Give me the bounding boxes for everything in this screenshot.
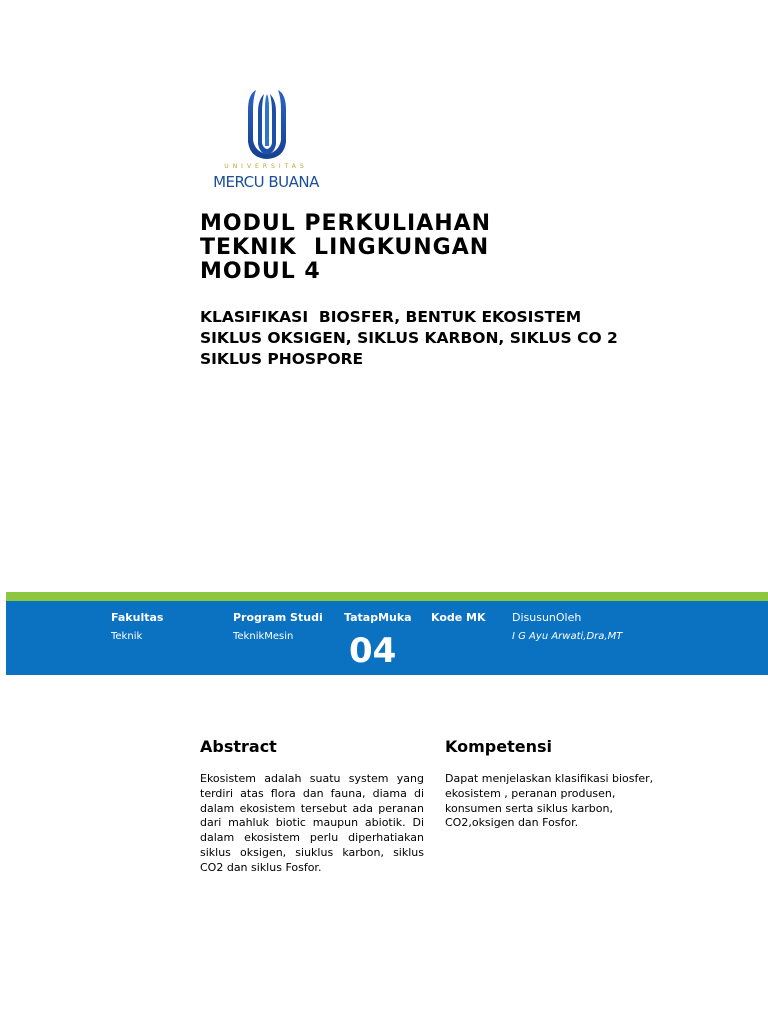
kompetensi-line: CO2,oksigen dan Fosfor.	[445, 816, 579, 830]
title-line: MODUL PERKULIAHAN	[200, 211, 492, 236]
abstract-text: Ekosistem adalah suatu system yang terdiri atas flora dan fauna, diama di dalam ekosistem tersebut ada peranan dari mahluk biotic maupun abiotik. Di dalam ekosistem perlu diperhatiakan siklus oksigen, siuklus karbon, siklus CO2 dan siklus Fosfor.	[200, 772, 424, 874]
university-logo	[200, 88, 336, 194]
title-line: TEKNIK LINGKUNGAN	[200, 235, 490, 260]
kompetensi-line: konsumen serta siklus karbon,	[445, 801, 613, 815]
module-subtitle	[200, 307, 618, 370]
logo-universitas-text: UNIVERSITAS	[224, 163, 308, 170]
fakultas-label: Fakultas	[111, 611, 164, 624]
mercu-buana-emblem-icon	[242, 88, 292, 160]
kompetensi-text	[445, 772, 685, 831]
logo-university-name: MERCU BUANA	[213, 173, 319, 191]
kode-mk-label: Kode MK	[431, 611, 486, 624]
subtitle-line: SIKLUS OKSIGEN, SIKLUS KARBON, SIKLUS CO 2	[200, 329, 618, 347]
subtitle-line: KLASIFIKASI BIOSFER, BENTUK EKOSISTEM	[200, 308, 582, 326]
tatap-muka-label: TatapMuka	[344, 611, 412, 624]
fakultas-value: Teknik	[111, 631, 143, 642]
green-divider-bar	[6, 592, 768, 601]
tatap-muka-value: 04	[349, 631, 397, 671]
program-studi-value: TeknikMesin	[233, 631, 294, 642]
course-info-bar	[6, 601, 768, 675]
kompetensi-heading: Kompetensi	[445, 737, 552, 756]
subtitle-line: SIKLUS PHOSPORE	[200, 350, 364, 368]
disusun-oleh-value: I G Ayu Arwati,Dra,MT	[512, 631, 623, 642]
kompetensi-line: ekosistem , peranan produsen,	[445, 786, 616, 800]
kompetensi-line: Dapat menjelaskan klasifikasi biosfer,	[445, 772, 654, 785]
module-title	[200, 212, 491, 284]
abstract-heading: Abstract	[200, 737, 277, 756]
disusun-oleh-label: DisusunOleh	[512, 611, 582, 624]
title-line: MODUL 4	[200, 259, 321, 284]
program-studi-label: Program Studi	[233, 611, 323, 624]
